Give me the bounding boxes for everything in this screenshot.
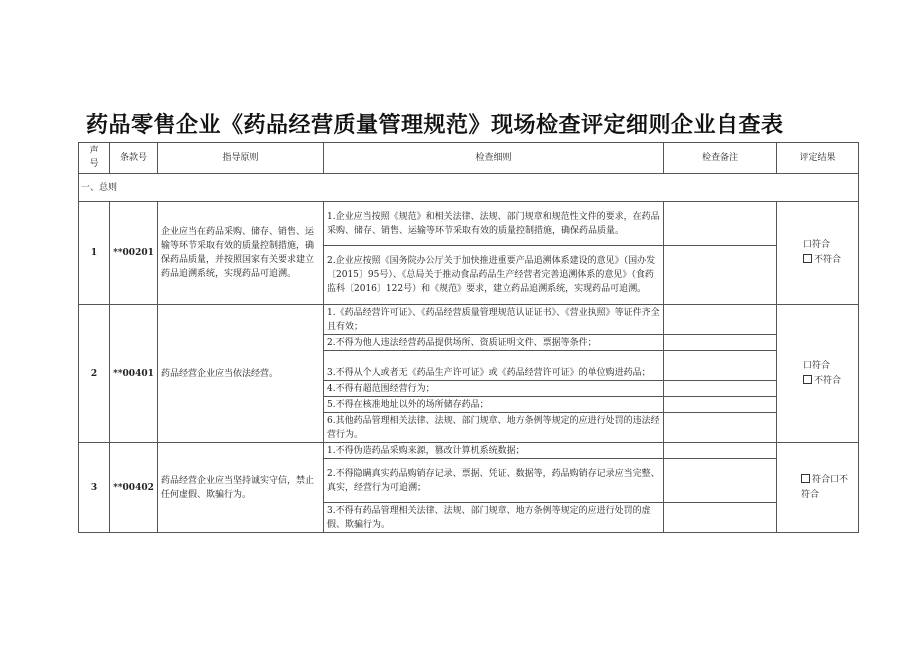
note-cell[interactable] [664, 305, 777, 335]
note-cell[interactable] [664, 381, 777, 397]
note-cell[interactable] [664, 443, 777, 459]
note-cell[interactable] [664, 246, 777, 305]
table-header-row [79, 143, 859, 174]
detail-item: 5.不得在核准地址以外的场所储存药品； [324, 397, 664, 413]
clause-number: **00201 [110, 202, 158, 305]
note-cell[interactable] [664, 335, 777, 351]
row-number: 1 [79, 202, 110, 305]
detail-item: 2.企业应按照《国务院办公厅关于加快推进重要产品追溯体系建设的意见》（国办发〔2015〕95号）、《总局关于推动食品药品生产经营者完善追溯体系的意见》（食药监科〔2016〕122号）和《规范》要求，建立药品追溯系统，实现药品可追溯。 [324, 246, 664, 305]
detail-item: 3.不得有药品管理相关法律、法规、部门规章、地方条例等规定的应进行处罚的虚假、欺骗行为。 [324, 503, 664, 533]
table-row [79, 443, 859, 459]
header-seq: 声 号 [79, 143, 110, 174]
principle-text: 药品经营企业应当坚持诚实守信，禁止任何虚假、欺骗行为。 [158, 443, 324, 533]
note-cell[interactable] [664, 202, 777, 246]
row-number: 3 [79, 443, 110, 533]
detail-item: 6.其他药品管理相关法律、法规、部门规章、地方条例等规定的应进行处罚的违法经营行为。 [324, 413, 664, 443]
header-result: 评定结果 [777, 143, 859, 174]
header-detail: 检查细则 [324, 143, 664, 174]
note-cell[interactable] [664, 351, 777, 381]
principle-text: 药品经营企业应当依法经营。 [158, 305, 324, 443]
detail-item: 2.不得为他人违法经营药品提供场所、资质证明文件、票据等条件； [324, 335, 664, 351]
clause-number: **00401 [110, 305, 158, 443]
table-row [79, 202, 859, 246]
detail-item: 1.不得伪造药品采购来源，篡改计算机系统数据； [324, 443, 664, 459]
section-title: 一、总则 [79, 174, 859, 202]
result-option-fail[interactable]: 符合 [801, 489, 820, 500]
result-option-pass[interactable]: 口符合 [803, 240, 831, 250]
checklist-table [78, 142, 859, 533]
result-cell[interactable] [777, 443, 859, 533]
result-cell[interactable] [777, 305, 859, 443]
detail-item: 4.不得有超范围经营行为； [324, 381, 664, 397]
clause-number: **00402 [110, 443, 158, 533]
result-option-pass[interactable]: 口符合 [803, 360, 831, 371]
checkbox-icon[interactable] [803, 375, 812, 384]
result-option-fail[interactable]: 不符合 [803, 253, 855, 268]
checkbox-icon[interactable] [803, 254, 812, 263]
document-title: 药品零售企业《药品经营质量管理规范》现场检查评定细则企业自查表 [86, 113, 784, 138]
result-cell[interactable] [777, 202, 859, 305]
header-clause: 条款号 [110, 143, 158, 174]
checkbox-icon[interactable] [801, 474, 810, 483]
note-cell[interactable] [664, 503, 777, 533]
section-row [79, 174, 859, 202]
detail-item: 3.不得从个人或者无《药品生产许可证》或《药品经营许可证》的单位购进药品； [324, 351, 664, 381]
detail-item: 2.不得隐瞒真实药品购销存记录、票据、凭证、数据等，药品购销存记录应当完整、真实，经营行为可追溯； [324, 459, 664, 503]
header-principle: 指导原则 [158, 143, 324, 174]
detail-item: 1.企业应当按照《规范》和相关法律、法规、部门规章和规范性文件的要求，在药品采购、储存、销售、运输等环节采取有效的质量控制措施，确保药品质量。 [324, 202, 664, 246]
detail-item: 1.《药品经营许可证》、《药品经营质量管理规范认证证书》、《营业执照》等证件齐全且有效； [324, 305, 664, 335]
result-option-pass[interactable]: 符合口不 [801, 473, 855, 488]
header-note: 检查备注 [664, 143, 777, 174]
table-row [79, 305, 859, 335]
result-option-fail[interactable]: 不符合 [803, 374, 855, 389]
note-cell[interactable] [664, 459, 777, 503]
row-number: 2 [79, 305, 110, 443]
principle-text: 企业应当在药品采购、储存、销售、运输等环节采取有效的质量控制措施，确保药品质量，并按照国家有关要求建立药品追溯系统，实现药品可追溯。 [158, 202, 324, 305]
note-cell[interactable] [664, 413, 777, 443]
note-cell[interactable] [664, 397, 777, 413]
